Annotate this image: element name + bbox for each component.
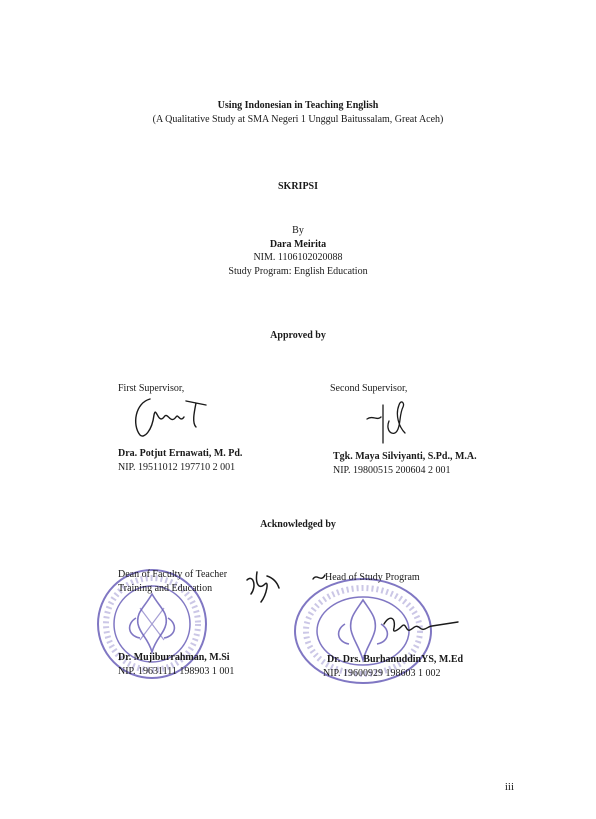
- study-program: Study Program: English Education: [228, 266, 368, 277]
- head-program-name: Dr. Drs. BurhanuddinYS, M.Ed: [327, 654, 464, 665]
- thesis-subtitle: (A Qualitative Study at SMA Negeri 1 Unggul Baitussalam, Great Aceh): [152, 114, 444, 125]
- second-supervisor-signature: [365, 397, 415, 447]
- by-label: By: [292, 225, 304, 236]
- first-supervisor-signature: [130, 395, 230, 440]
- head-program-signature: [380, 610, 460, 640]
- second-supervisor-nip: NIP. 19800515 200604 2 001: [333, 465, 451, 476]
- head-program-nip: NIP. 19600929 198603 1 002: [323, 668, 441, 679]
- dean-role-line1: Dean of Faculty of Teacher: [118, 569, 228, 580]
- dean-name: Dr. Mujiburrahman, M.Si: [118, 652, 230, 663]
- thesis-title: Using Indonesian in Teaching English: [217, 100, 379, 111]
- dean-role-line2: Training and Education: [118, 583, 213, 594]
- dean-nip: NIP. 19631111 198903 1 001: [118, 666, 235, 677]
- first-supervisor-name: Dra. Potjut Ernawati, M. Pd.: [118, 448, 243, 459]
- approved-heading: Approved by: [270, 330, 326, 341]
- document-type: SKRIPSI: [277, 181, 318, 192]
- author-name: Dara Meirita: [269, 239, 327, 250]
- second-supervisor-role: Second Supervisor,: [330, 383, 408, 394]
- second-supervisor-name: Tgk. Maya Silviyanti, S.Pd., M.A.: [333, 451, 477, 462]
- head-program-role: Head of Study Program: [325, 572, 420, 583]
- page-number: iii: [504, 781, 514, 793]
- first-supervisor-role: First Supervisor,: [118, 383, 185, 394]
- author-nim: NIM. 1106102020088: [253, 252, 343, 263]
- first-supervisor-nip: NIP. 19511012 197710 2 001: [118, 462, 236, 473]
- acknowledged-heading: Acknowledged by: [260, 519, 336, 530]
- dean-signature: [243, 566, 283, 606]
